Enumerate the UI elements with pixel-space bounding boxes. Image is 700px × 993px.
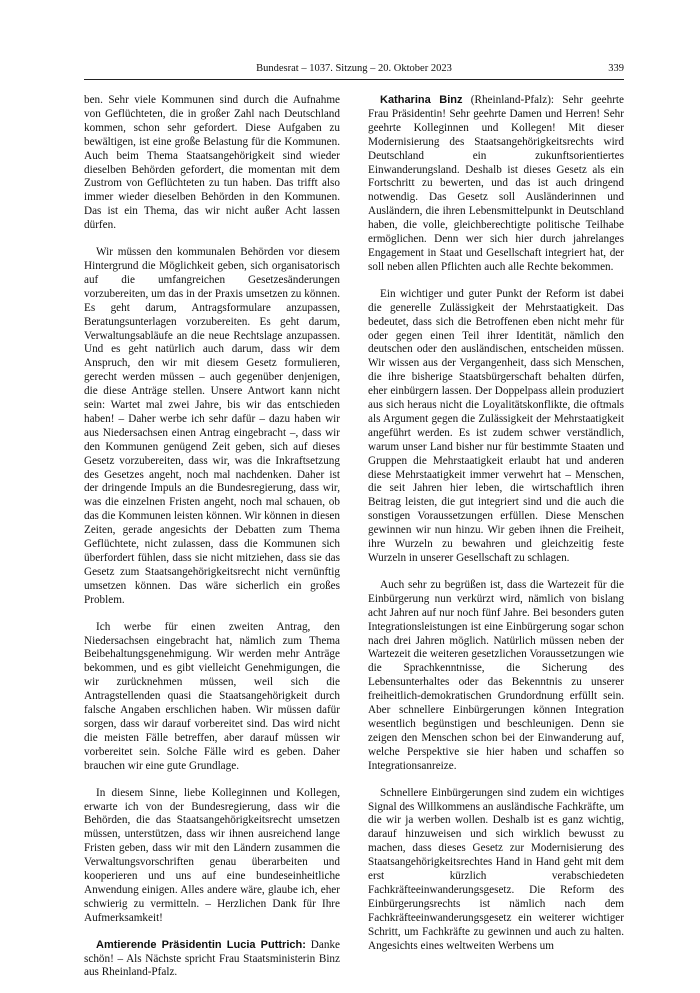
paragraph: Auch sehr zu begrüßen ist, dass die Wartezeit für die Einbürgerung nun verkürzt wird, nämlich von bislang acht Jahren auf nur noch fünf Jahre. Bei besonders guten Integrationsleistungen ist eine Einbürgerung sogar schon nach drei Jahren möglich. Natürlich müssen neben der Wartezeit die weiteren gesetzlichen Voraussetzungen wie die Sprachkenntnisse, die Sicherung des Lebensunterhaltes oder das Bekenntnis zu unserer freiheitlich-demokratischen Grundordnung erfüllt sein. Aber schnellere Einbürgerungen können Integration wesentlich begünstigen und beschleunigen. Denn sie zeigen den Menschen schon bei der Einwanderung auf, welche Perspektive sie hier haben und schaffen so Integrationsanreize. [368, 578, 624, 772]
header-rule [84, 79, 624, 80]
page-header [84, 62, 624, 78]
paragraph: Schnellere Einbürgerungen sind zudem ein wichtiges Signal des Willkommens an ausländische Fachkräfte, um die wir ja werben wollen. Deshalb ist es ganz wichtig, darauf hinzuweisen und sich wirklich bewusst zu machen, dass dieses Gesetz zur Modernisierung des Staatsangehörigkeitsrechtes Hand in Hand geht mit dem erst kürzlich verabschiedeten Fachkräfteeinwanderungsgesetz. Die Reform des Einbürgerungsrechts ist nämlich nach dem Fachkräfteeinwanderungsgesetz ein weiterer wichtiger Schritt, um Fachkräfte zu gewinnen und auch zu halten. Angesichts eines weltweiten Werbens um [368, 786, 624, 952]
speech-text: Danke schön! – Als Nächste spricht Frau Staatsministerin Binz aus Rheinland-Pfalz. [84, 938, 340, 979]
speech-text: (Rheinland-Pfalz): Sehr geehrte Frau Präsidentin! Sehr geehrte Damen und Herren! Sehr geehrte Kolleginnen und Kollegen! Mit dieser Modernisierung des Staatsangehörigkeitsrechts wird Deutschland ein zukunftsorientiertes Einwanderungsland. Deshalb ist dieses Gesetz als ein Fortschritt zu bewerten, und das ist auch dringend notwendig. Das Gesetz soll Ausländerinnen und Ausländern, die ihren Lebensmittelpunkt in Deutschland haben, die volle, gleichberechtigte politische Teilhabe ermöglichen. Denn wer sich hier durch jahrelanges Engagement in Staat und Gesellschaft integriert hat, der soll neben allen Pflichten auch alle Rechte bekommen. [368, 94, 625, 273]
speaker-paragraph [84, 939, 340, 981]
right-column [368, 94, 624, 966]
paragraph: ben. Sehr viele Kommunen sind durch die Aufnahme von Geflüchteten, die in großer Zahl nach Deutschland kommen, schon sehr gefordert. Diese Aufgaben zu bewältigen, ist eine große Belastung für die Kommunen. Auch beim Thema Staatsangehörigkeit sind wieder dieselben Behörden gefordert, die momentan mit dem Zustrom von Geflüchteten zu tun haben. Das trifft also immer wieder dieselben Behörden in den Kommunen. Das ist ein Thema, das wir nicht außer Acht lassen dürfen. [84, 94, 340, 232]
paragraph: Ein wichtiger und guter Punkt der Reform ist dabei die generelle Zulässigkeit der Mehrstaatigkeit. Das bedeutet, dass sich die Betroffenen eben nicht mehr für oder gegen einen Teil ihrer Identität, nämlich den deutschen oder den ausländischen, entscheiden müssen. Wir wissen aus der Vergangenheit, dass sich Menschen, die ihre bisherige Staatsbürgerschaft behalten dürfen, eher einbürgern lassen. Der Doppelpass allein produziert aus sich heraus nicht die Loyalitätskonflikte, die oftmals als Argument gegen die Zulässigkeit der Mehrstaatigkeit angeführt werden. Es ist zudem schwer verständlich, warum unser Land bisher nur für bestimmte Staaten und Gruppen die Mehrstaatigkeit erlaubt hat und anderen diese Mehrstaatigkeit immer verwehrt hat – Menschen, die seit Jahren hier leben, die wirtschaftlich ihren Beitrag leisten, die gut integriert sind und die auch die sonstigen Voraussetzungen erfüllen. Diese Menschen gewinnen wir nun hinzu. Wir geben ihnen die Freiheit, ihre Wurzeln zu bewahren und gleichzeitig feste Wurzeln in unserer Gesellschaft zu schlagen. [368, 287, 624, 564]
page-number: 339 [608, 63, 624, 74]
speaker-paragraph [368, 94, 624, 275]
paragraph: In diesem Sinne, liebe Kolleginnen und Kollegen, erwarte ich von der Bundesregierung, dass wir die Behörden, die das Staatsangehörigkeitsrecht umsetzen müssen, unterstützen, dass wir ihnen ausreichend lange Fristen geben, dass wir mit den Ländern zusammen die Verwaltungsvorschriften genau überarbeiten und kooperieren und uns auf eine bundeseinheitliche Anwendung einigen. Alles andere wäre, glaube ich, eher schwierig zu vermitteln. – Herzlichen Dank für Ihre Aufmerksamkeit! [84, 786, 340, 924]
speaker-name: Katharina Binz [380, 94, 463, 106]
paragraph: Ich werbe für einen zweiten Antrag, den Niedersachsen eingebracht hat, nämlich zum Thema Beibehaltungsgenehmigung. Wir werden mehr Anträge bekommen, und es gibt vielleicht Genehmigungen, die wir zurücknehmen müssen, weil sich die Antragstellenden quasi die Staatsangehörigkeit durch falsche Angaben erschlichen haben. Wir müssen dafür sorgen, dass wir darauf vorbereitet sind. Das wird nicht die meisten Fälle betreffen, aber darauf müssen wir vorbereitet sein. Solche Fälle wird es geben. Daher brauchen wir eine gute Grundlage. [84, 620, 340, 772]
left-column [84, 94, 340, 993]
speaker-name: Amtierende Präsidentin Lucia Puttrich: [96, 938, 306, 951]
paragraph: Wir müssen den kommunalen Behörden vor diesem Hintergrund die Möglichkeit geben, sich organisatorisch auf die umfangreichen Gesetzesänderungen vorzubereiten, um das in der Praxis umsetzen zu können. Es geht darum, Antragsformulare anzupassen, Beratungsunterlagen vorzubereiten. Es geht darum, Verwaltungsabläufe an die neue Rechtslage anzupassen. Und es geht natürlich auch darum, dass wir dem Anspruch, den wir mit diesem Gesetz formulieren, gerecht werden müssen – auch gegenüber denjenigen, die diese Anträge stellen. Unsere Antwort kann nicht sein: Wartet mal zwei Jahre, bis wir das entschieden haben! – Daher werbe ich sehr dafür – dazu haben wir aus Niedersachsen einen Antrag eingebracht –, dass wir den Kommunen genügend Zeit geben, sich auf dieses Gesetz vorzubereiten, dass wir, was die Inkraftsetzung des Gesetzes angeht, noch mal nachdenken. Daher ist der dringende Impuls an die Bundesregierung, dass wir, was die einzelnen Fristen angeht, noch mal schauen, ob das die Kommunen leisten können. Wir können in diesen Zeiten, gerade angesichts der Debatten zum Thema Geflüchtete, nicht zulassen, dass die Kommunen sich überfordert fühlen, dass sie nicht mitziehen, dass sie das Gesetz zum Staatsangehörigkeitsrecht nicht vernünftig umsetzen können. Das wäre sicherlich ein großes Problem. [84, 246, 340, 606]
header-title: Bundesrat – 1037. Sitzung – 20. Oktober 2023 [256, 63, 452, 74]
